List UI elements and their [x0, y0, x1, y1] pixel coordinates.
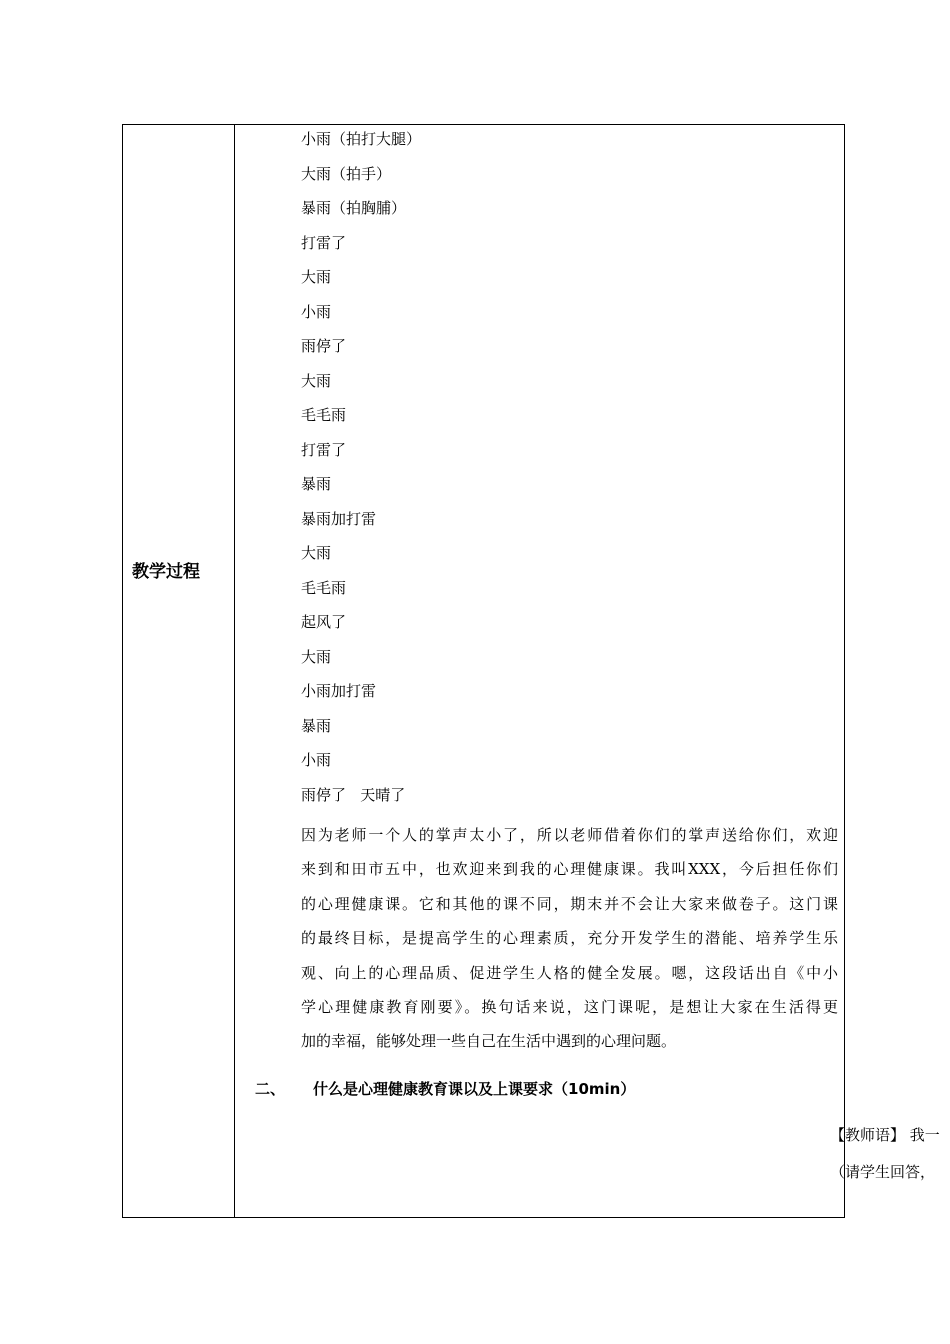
activity-line: 打雷了	[301, 440, 347, 459]
student-answer-overflow: （请学生回答，	[830, 1163, 936, 1181]
paragraph-line: 的最终目标，是提高学生的心理素质，充分开发学生的潜能、培养学生乐	[301, 929, 838, 948]
activity-line: 毛毛雨	[301, 578, 347, 597]
paragraph-line: 加的幸福，能够处理一些自己在生活中遇到的心理问题。	[301, 1032, 677, 1051]
paragraph-line: 的心理健康课。它和其他的课不同，期末并不会让大家来做卷子。这门课	[301, 894, 838, 913]
section-title: 什么是心理健康教育课以及上课要求（10min）	[313, 1080, 636, 1098]
activity-line: 暴雨（拍胸脯）	[301, 199, 407, 217]
activity-line: 雨停了 天晴了	[301, 785, 406, 804]
activity-line: 大雨（拍手）	[301, 164, 392, 183]
activity-line: 大雨	[301, 371, 332, 390]
activity-line: 小雨	[301, 302, 332, 321]
activity-line: 大雨	[301, 647, 332, 666]
column-divider	[234, 124, 235, 1218]
activity-line: 雨停了	[301, 337, 347, 355]
section-heading	[255, 1078, 635, 1099]
activity-line: 小雨加打雷	[301, 682, 377, 700]
activity-line: 毛毛雨	[301, 406, 347, 424]
paragraph-line: 来到和田市五中，也欢迎来到我的心理健康课。我叫XXX，今后担任你们	[301, 860, 838, 879]
teacher-speech-overflow: 【教师语】 我一	[830, 1126, 940, 1144]
activity-line: 大雨	[301, 268, 332, 286]
section-number: 二、	[255, 1080, 286, 1098]
row-label-teaching-process: 教学过程	[132, 562, 200, 582]
activity-line: 小雨（拍打大腿）	[301, 130, 422, 148]
paragraph-line: 学心理健康教育刚要》。换句话来说，这门课呢，是想让大家在生活得更	[301, 997, 838, 1016]
paragraph-line: 观、向上的心理品质、促进学生人格的健全发展。嗯，这段话出自《中小	[301, 963, 838, 982]
activity-lines	[301, 128, 838, 818]
intro-paragraph	[301, 818, 838, 1059]
activity-line: 小雨	[301, 751, 332, 769]
activity-line: 暴雨	[301, 475, 332, 493]
activity-line: 大雨	[301, 544, 332, 562]
activity-line: 暴雨加打雷	[301, 509, 377, 528]
paragraph-line: 因为老师一个人的掌声太小了，所以老师借着你们的掌声送给你们，欢迎	[301, 826, 838, 844]
activity-line: 暴雨	[301, 716, 332, 735]
activity-line: 起风了	[301, 613, 347, 631]
activity-line: 打雷了	[301, 233, 347, 252]
